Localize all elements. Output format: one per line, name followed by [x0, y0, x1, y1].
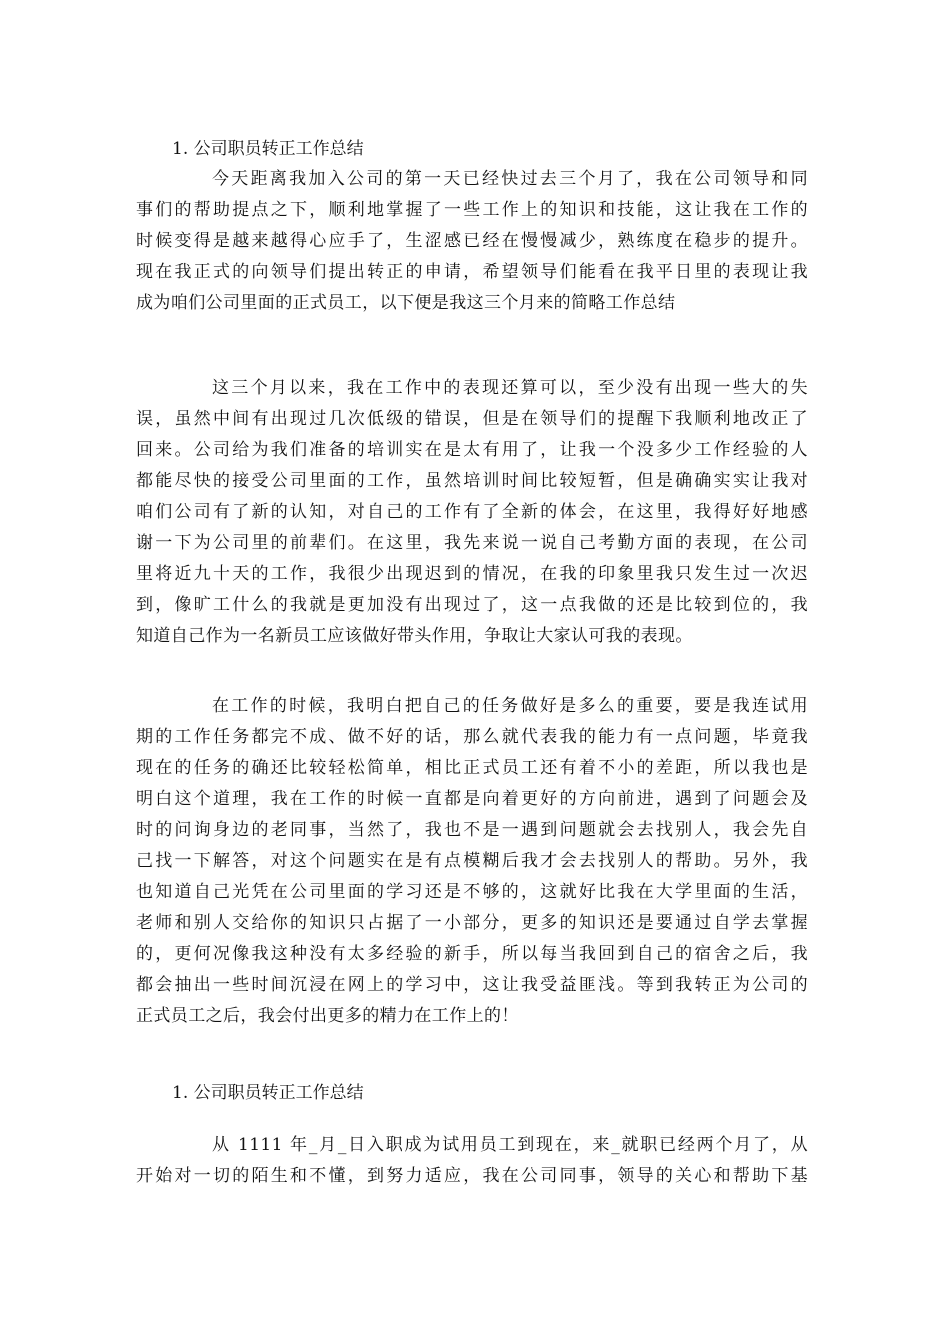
text-line: 从 1111 年_月_日入职成为试用员工到现在，来_就职已经两个月了，从	[212, 1135, 808, 1155]
text-line: 时的问询身边的老同事，当然了，我也不是一遇到问题就会去找别人，我会先自	[136, 820, 808, 840]
text-line: 咱们公司有了新的认知，对自己的工作有了全新的体会，在这里，我得好好地感	[136, 502, 808, 522]
text-line: 都能尽快的接受公司里面的工作，虽然培训时间比较短暂，但是确确实实让我对	[136, 471, 808, 491]
text-line: 这三个月以来，我在工作中的表现还算可以，至少没有出现一些大的失	[212, 378, 808, 398]
text-line: 现在我正式的向领导们提出转正的申请，希望领导们能看在我平日里的表现让我	[136, 262, 808, 282]
text-line: 己找一下解答，对这个问题实在是有点模糊后我才会去找别人的帮助。另外，我	[136, 851, 808, 871]
section-heading-1: 1. 公司职员转正工作总结	[172, 139, 364, 159]
text-line: 现在的任务的确还比较轻松简单，相比正式员工还有着不小的差距，所以我也是	[136, 758, 808, 778]
text-line: 到，像旷工什么的我就是更加没有出现过了，这一点我做的还是比较到位的，我	[136, 595, 808, 615]
text-line: 谢一下为公司里的前辈们。在这里，我先来说一说自己考勤方面的表现，在公司	[136, 533, 808, 553]
text-line: 明白这个道理，我在工作的时候一直都是向着更好的方向前进，遇到了问题会及	[136, 789, 808, 809]
text-line: 里将近九十天的工作，我很少出现迟到的情况，在我的印象里我只发生过一次迟	[136, 564, 808, 584]
text-line: 开始对一切的陌生和不懂，到努力适应，我在公司同事，领导的关心和帮助下基	[136, 1166, 808, 1186]
text-line: 今天距离我加入公司的第一天已经快过去三个月了，我在公司领导和同	[212, 169, 808, 189]
text-line: 误，虽然中间有出现过几次低级的错误，但是在领导们的提醒下我顺利地改正了	[136, 409, 808, 429]
text-line: 时候变得是越来越得心应手了，生涩感已经在慢慢减少，熟练度在稳步的提升。	[136, 231, 808, 251]
paragraph-3	[136, 691, 808, 1032]
text-line: 正式员工之后，我会付出更多的精力在工作上的！	[136, 1006, 519, 1026]
text-line: 在工作的时候，我明白把自己的任务做好是多么的重要，要是我连试用	[212, 696, 808, 716]
paragraph-4	[136, 1130, 808, 1192]
paragraph-1	[136, 164, 808, 319]
text-line: 事们的帮助提点之下，顺利地掌握了一些工作上的知识和技能，这让我在工作的	[136, 200, 808, 220]
paragraph-2	[136, 373, 808, 652]
text-line: 知道自己作为一名新员工应该做好带头作用，争取让大家认可我的表现。	[136, 626, 693, 646]
text-line: 都会抽出一些时间沉浸在网上的学习中，这让我受益匪浅。等到我转正为公司的	[136, 975, 808, 995]
text-line: 成为咱们公司里面的正式员工，以下便是我这三个月来的简略工作总结	[136, 293, 676, 313]
text-line: 老师和别人交给你的知识只占据了一小部分，更多的知识还是要通过自学去掌握	[136, 913, 808, 933]
text-line: 的，更何况像我这种没有太多经验的新手，所以每当我回到自己的宿舍之后，我	[136, 944, 808, 964]
section-heading-2: 1. 公司职员转正工作总结	[172, 1083, 364, 1103]
text-line: 回来。公司给为我们准备的培训实在是太有用了，让我一个没多少工作经验的人	[136, 440, 808, 460]
text-line: 期的工作任务都完不成、做不好的话，那么就代表我的能力有一点问题，毕竟我	[136, 727, 808, 747]
text-line: 也知道自己光凭在公司里面的学习还是不够的，这就好比我在大学里面的生活，	[136, 882, 808, 902]
